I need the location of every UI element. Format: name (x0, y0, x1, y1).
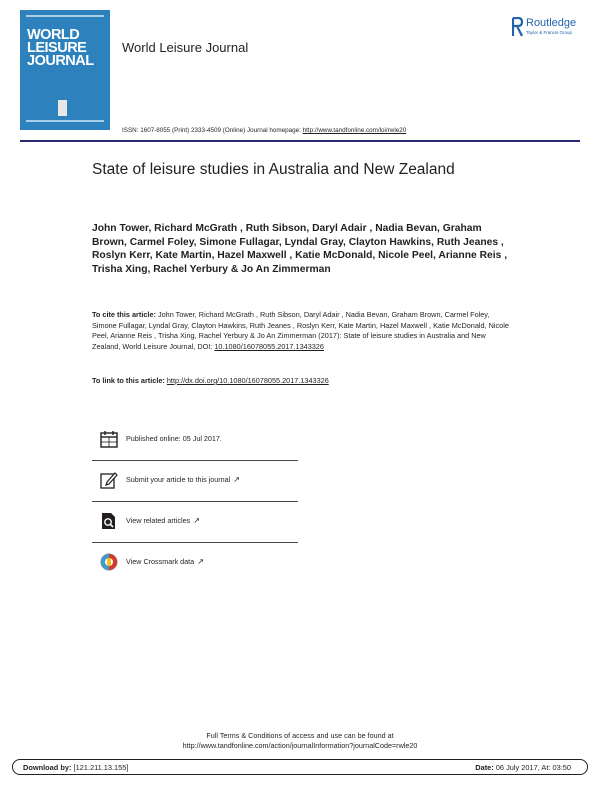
cite-label: To cite this article: (92, 310, 156, 319)
download-by (23, 763, 128, 772)
cover-bottom-line (26, 120, 104, 122)
publisher-logo (512, 17, 592, 41)
published-date: Published online: 05 Jul 2017. (126, 434, 222, 443)
crossmark-row[interactable] (92, 543, 298, 584)
crossmark-link[interactable] (126, 557, 204, 566)
cover-title-line: WORLD (27, 27, 80, 43)
journal-cover-image (20, 10, 110, 130)
header-rule (20, 140, 580, 142)
related-articles-label: View related articles (126, 516, 191, 525)
related-articles-row[interactable] (92, 502, 298, 543)
issn-text: ISSN: 1607-8055 (Print) 2333-4509 (Online) Journal homepage: (122, 127, 303, 134)
crossmark-label: View Crossmark data (126, 557, 195, 566)
routledge-r-icon (512, 17, 524, 37)
publisher-tagline: Taylor & Francis Group (526, 30, 573, 35)
doi-link[interactable]: 10.1080/16078055.2017.1343326 (214, 341, 324, 351)
terms-url[interactable]: http://www.tandfonline.com/action/journalInformation?journalCode=rwle20 (182, 741, 418, 750)
external-link-icon: ↗ (233, 475, 240, 484)
date-value: 06 July 2017, At: 03:50 (495, 763, 571, 772)
cover-top-line (26, 15, 104, 17)
cover-title-line: LEISURE (27, 40, 87, 56)
article-authors: John Tower, Richard McGrath , Ruth Sibson, Daryl Adair , Nadia Bevan, Graham Brown, Carmel Foley, Simone Fullagar, Lyndal Gray, Clayton Hawkins, Ruth Jeanes , Roslyn Kerr, Kate Martin, Hazel Maxwell , Katie McDonald, Nicole Peel, Arianne Reis , Trisha Xing, Rachel Yerbury & Jo An Zimmerman (92, 223, 508, 275)
submit-article-row[interactable] (92, 461, 298, 502)
cover-title (27, 27, 94, 69)
external-link-icon: ↗ (193, 516, 200, 525)
cover-logo-box (58, 100, 67, 116)
journal-homepage-link[interactable]: http://www.tandfonline.com/loi/rwle20 (302, 127, 407, 134)
download-date (475, 763, 571, 772)
download-info-bar (12, 759, 588, 775)
cover-title-line: JOURNAL (27, 53, 94, 69)
related-articles-icon (100, 512, 118, 530)
edit-icon (100, 471, 118, 489)
calendar-icon (100, 430, 118, 448)
published-online-row (92, 420, 298, 461)
journal-name: World Leisure Journal (122, 40, 249, 55)
publisher-name: Routledge (526, 17, 577, 29)
link-label: To link to this article: (92, 376, 167, 385)
citation-block (92, 310, 512, 352)
issn-line (122, 127, 406, 134)
download-ip: [121.211.13.155] (73, 763, 129, 772)
article-link-line (92, 376, 512, 385)
terms-notice (0, 731, 600, 751)
date-label: Date: (475, 763, 494, 772)
article-url-link[interactable]: http://dx.doi.org/10.1080/16078055.2017.1343326 (166, 376, 329, 385)
external-link-icon: ↗ (197, 557, 204, 566)
crossmark-icon (100, 553, 118, 571)
terms-line-1: Full Terms & Conditions of access and use can be found at (206, 731, 394, 740)
submit-article-link[interactable] (126, 475, 240, 484)
submit-article-label: Submit your article to this journal (126, 475, 231, 484)
download-label: Download by: (23, 763, 72, 772)
cite-text: John Tower, Richard McGrath , Ruth Sibson, Daryl Adair , Nadia Bevan, Graham Brown, Carmel Foley, Simone Fullagar, Lyndal Gray, Clayton Hawkins, Ruth Jeanes , Roslyn Kerr, Kate Martin, Hazel Maxwell , Katie McDonald, Nicole Peel, Arianne Reis , Trisha Xing, Rachel Yerbury & Jo An Zimmerman (2017): State of leisure studies in Australia and New Zealand, World Leisure Journal, DOI: (92, 310, 509, 351)
related-articles-link[interactable] (126, 516, 200, 525)
article-title: State of leisure studies in Australia and New Zealand (92, 161, 455, 178)
